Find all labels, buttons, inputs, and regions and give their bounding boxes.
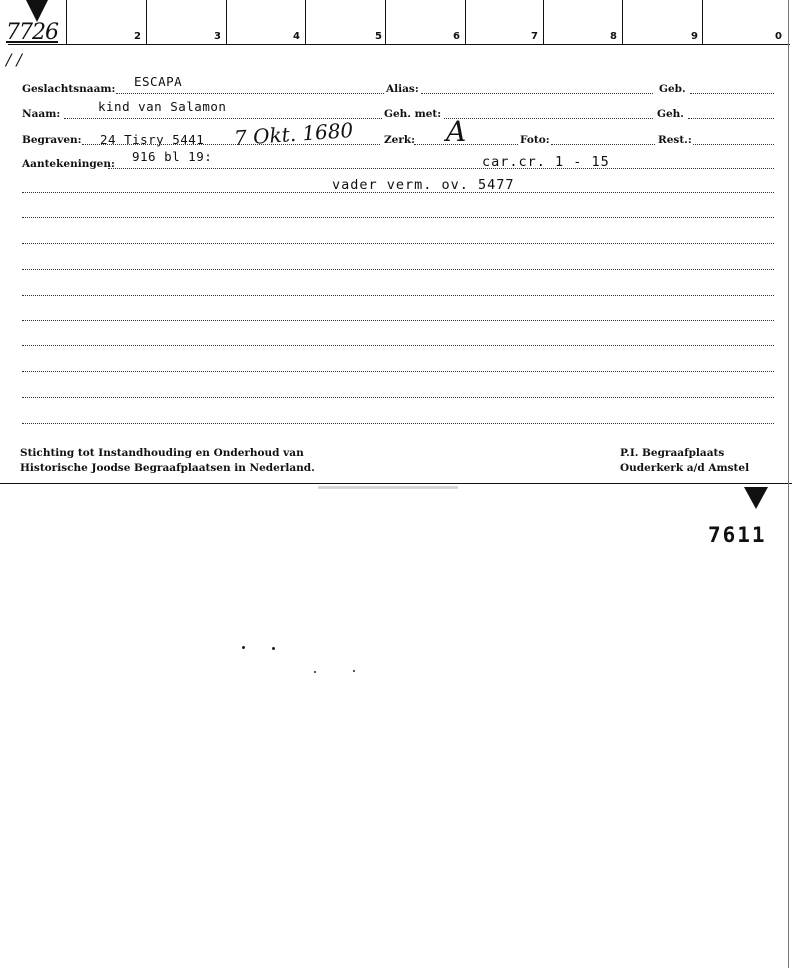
scan-smudge [318,486,458,489]
organisation-line-1: Stichting tot Instandhouding en Onderhoud van [20,447,304,459]
note-line [22,269,774,270]
index-divider [622,0,623,45]
zerk-handwritten-mark: A [446,115,467,148]
right-edge-line [788,0,789,968]
geb-label: Geb. [659,83,686,95]
index-divider [702,0,703,45]
index-number: 7 [531,31,538,42]
note-line [22,217,774,218]
geslachtsnaam-line [116,93,384,94]
scan-speck [353,670,355,672]
geh-met-label: Geh. met: [384,108,442,120]
begraven-value: 24 Tisry 5441 [100,132,205,147]
geslachtsnaam-label: Geslachtsnaam: [22,83,116,95]
index-divider [465,0,466,45]
begraven-handwritten-date: 7 Okt. 1680 [233,117,354,151]
foto-label: Foto: [520,134,550,146]
note-line [22,371,774,372]
begraven-label: Begraven: [22,134,82,146]
note-text: vader verm. ov. 5477 [332,177,515,193]
aantekeningen-reference: car.cr. 1 - 15 [482,154,610,170]
geslachtsnaam-value: ESCAPA [134,74,183,89]
index-number: 8 [610,31,617,42]
index-number: 3 [214,31,221,42]
aantekeningen-value: 916 bl 19: [132,149,213,164]
index-divider [543,0,544,45]
index-number: 2 [134,31,141,42]
index-number: 9 [691,31,698,42]
index-number: 5 [375,31,382,42]
note-line [22,320,774,321]
index-divider [305,0,306,45]
index-divider [146,0,147,45]
geh-met-line [444,118,653,119]
alias-label: Alias: [386,83,419,95]
alias-line [421,93,653,94]
index-divider [226,0,227,45]
geb-line [690,93,774,94]
index-number: 0 [775,31,782,42]
handwritten-card-number: 7726 [6,20,58,45]
bottom-marker-triangle [744,487,768,509]
organisation-block [20,446,315,476]
note-line [22,397,774,398]
stamped-number: 7611 [708,523,767,547]
cemetery-block [620,446,749,476]
scan-speck [314,671,316,673]
note-line [22,423,774,424]
geh-line [688,118,774,119]
geh-label: Geh. [657,108,684,120]
note-line [22,295,774,296]
index-number: 4 [293,31,300,42]
index-ruler [60,44,790,45]
aantekeningen-line [108,168,774,169]
index-number: 6 [453,31,460,42]
index-divider [385,0,386,45]
zerk-label: Zerk: [384,134,416,146]
handwritten-marks: / / [6,50,22,69]
naam-label: Naam: [22,108,61,120]
note-line [22,345,774,346]
naam-value: kind van Salamon [98,99,227,114]
cemetery-line-1: P.I. Begraafplaats [620,447,725,459]
scan-speck [272,647,275,650]
index-marker-triangle [26,0,48,22]
aantekeningen-label: Aantekeningen: [22,158,115,170]
rest-line [693,144,774,145]
index-left-rule [8,44,60,45]
card-bottom-edge [0,483,792,484]
note-line [22,243,774,244]
rest-label: Rest.: [658,134,692,146]
foto-line [551,144,655,145]
scan-speck [242,646,245,649]
index-divider [66,0,67,45]
cemetery-line-2: Ouderkerk a/d Amstel [620,462,750,474]
organisation-line-2: Historische Joodse Begraafplaatsen in Nederland. [20,462,315,474]
